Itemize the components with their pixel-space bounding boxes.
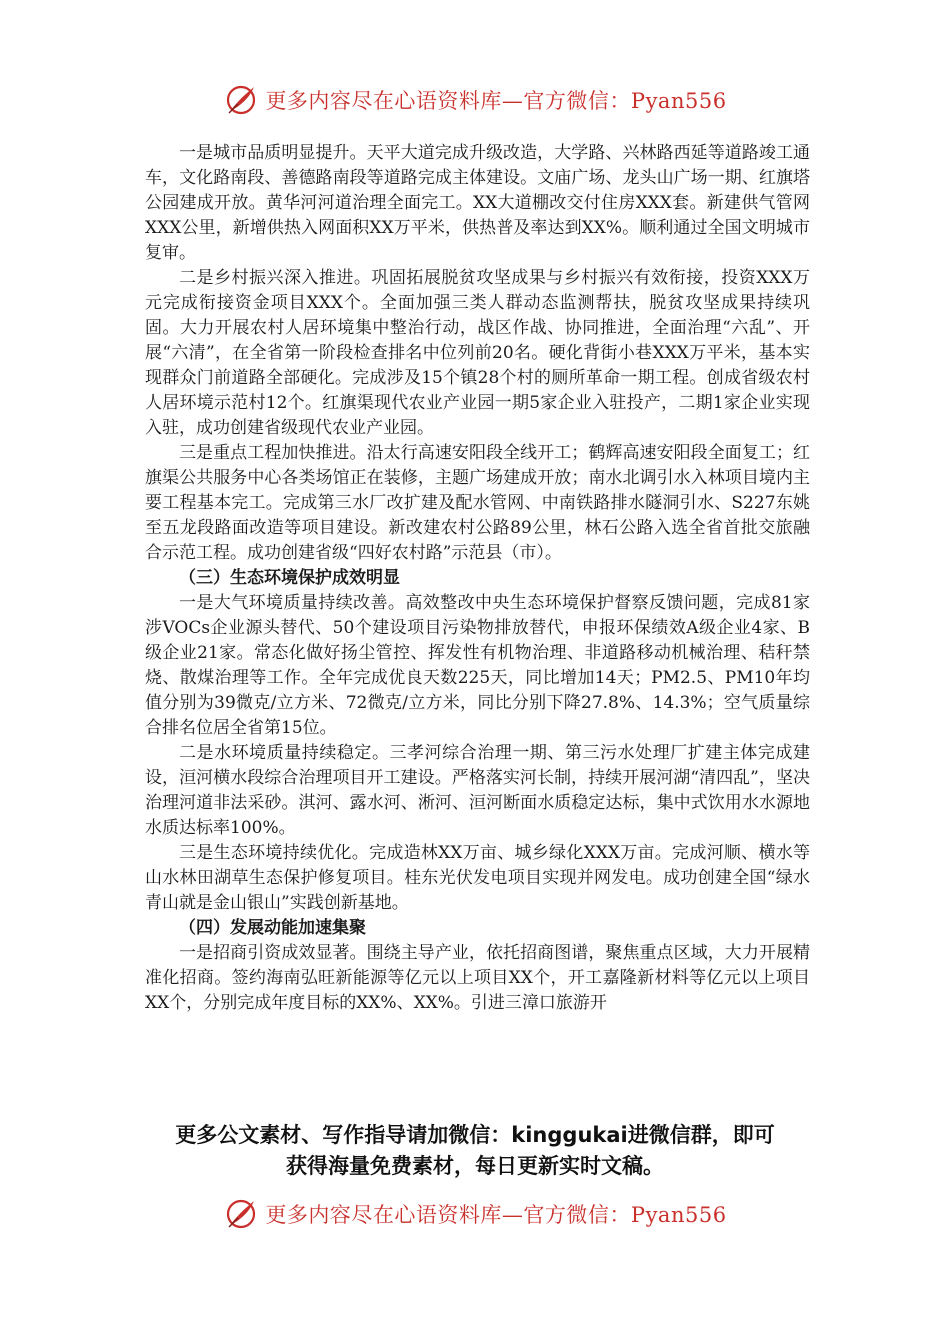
paragraph: 二是水环境质量持续稳定。三孝河综合治理一期、第三污水处理厂扩建主体完成建设，洹河横水段综合治理项目开工建设。严格落实河长制，持续开展河湖“清四乱”，坚决治理河道非法采砂。淇河、露水河、淅河、洹河断面水质稳定达标，集中式饮用水水源地水质达标率100%。	[145, 743, 810, 838]
promo-notice-line: 更多公文素材、写作指导请加微信：kinggukai进微信群，即可	[175, 1123, 775, 1147]
quill-pen-logo-icon	[223, 82, 259, 118]
watermark-banner-bottom	[0, 1190, 950, 1238]
paragraph: 二是乡村振兴深入推进。巩固拓展脱贫攻坚成果与乡村振兴有效衔接，投资XXX万元完成衔接资金项目XXX个。全面加强三类人群动态监测帮扶，脱贫攻坚成果持续巩固。大力开展农村人居环境集中整治行动，战区作战、协同推进，全面治理“六乱”、开展“六清”，在全省第一阶段检查排名中位列前20名。硬化背街小巷XXX万平米，基本实现群众门前道路全部硬化。完成涉及15个镇28个村的厕所革命一期工程。创成省级农村人居环境示范村12个。红旗渠现代农业产业园一期5家企业入驻投产，二期1家企业实现入驻，成功创建省级现代农业产业园。	[145, 268, 810, 438]
promo-notice-line: 获得海量免费素材，每日更新实时文稿。	[286, 1154, 664, 1178]
paragraph: 一是大气环境质量持续改善。高效整改中央生态环境保护督察反馈问题，完成81家涉VOCs企业源头替代、50个建设项目污染物排放替代，申报环保绩效A级企业4家、B级企业21家。常态化做好扬尘管控、挥发性有机物治理、非道路移动机械治理、秸秆禁烧、散煤治理等工作。全年完成优良天数225天，同比增加14天；PM2.5、PM10年均值分别为39微克/立方米、72微克/立方米，同比分别下降27.8%、14.3%；空气质量综合排名位居全省第15位。	[145, 593, 810, 738]
promo-notice	[110, 1120, 840, 1182]
watermark-inner	[223, 82, 726, 118]
watermark-text: 更多内容尽在心语资料库—官方微信：Pyan556	[265, 1203, 727, 1227]
paragraph: 三是生态环境持续优化。完成造林XX万亩、城乡绿化XXX万亩。完成河顺、横水等山水林田湖草生态保护修复项目。桂东光伏发电项目实现并网发电。成功创建全国“绿水青山就是金山银山”实践创新基地。	[145, 843, 810, 913]
watermark-banner-top	[0, 76, 950, 124]
document-body	[145, 141, 810, 1016]
section-heading: （四）发展动能加速集聚	[179, 918, 366, 938]
paragraph: 一是招商引资成效显著。围绕主导产业，依托招商图谱，聚焦重点区域，大力开展精准化招商。签约海南弘旺新能源等亿元以上项目XX个，开工嘉隆新材料等亿元以上项目XX个，分别完成年度目标的XX%、XX%。引进三漳口旅游开	[145, 943, 810, 1013]
section-heading: （三）生态环境保护成效明显	[179, 568, 400, 588]
watermark-inner	[223, 1196, 726, 1232]
paragraph: 一是城市品质明显提升。天平大道完成升级改造，大学路、兴林路西延等道路竣工通车，文化路南段、善德路南段等道路完成主体建设。文庙广场、龙头山广场一期、红旗塔公园建成开放。黄华河河道治理全面完工。XX大道棚改交付住房XXX套。新建供气管网XXX公里，新增供热入网面积XX万平米，供热普及率达到XX%。顺利通过全国文明城市复审。	[145, 143, 810, 263]
watermark-text: 更多内容尽在心语资料库—官方微信：Pyan556	[265, 89, 727, 113]
quill-pen-logo-icon	[223, 1196, 259, 1232]
paragraph: 三是重点工程加快推进。沿太行高速安阳段全线开工；鹤辉高速安阳段全面复工；红旗渠公共服务中心各类场馆正在装修，主题广场建成开放；南水北调引水入林项目境内主要工程基本完工。完成第三水厂改扩建及配水管网、中南铁路排水隧洞引水、S227东姚至五龙段路面改造等项目建设。新改建农村公路89公里，林石公路入选全省首批交旅融合示范工程。成功创建省级“四好农村路”示范县（市）。	[145, 443, 810, 563]
